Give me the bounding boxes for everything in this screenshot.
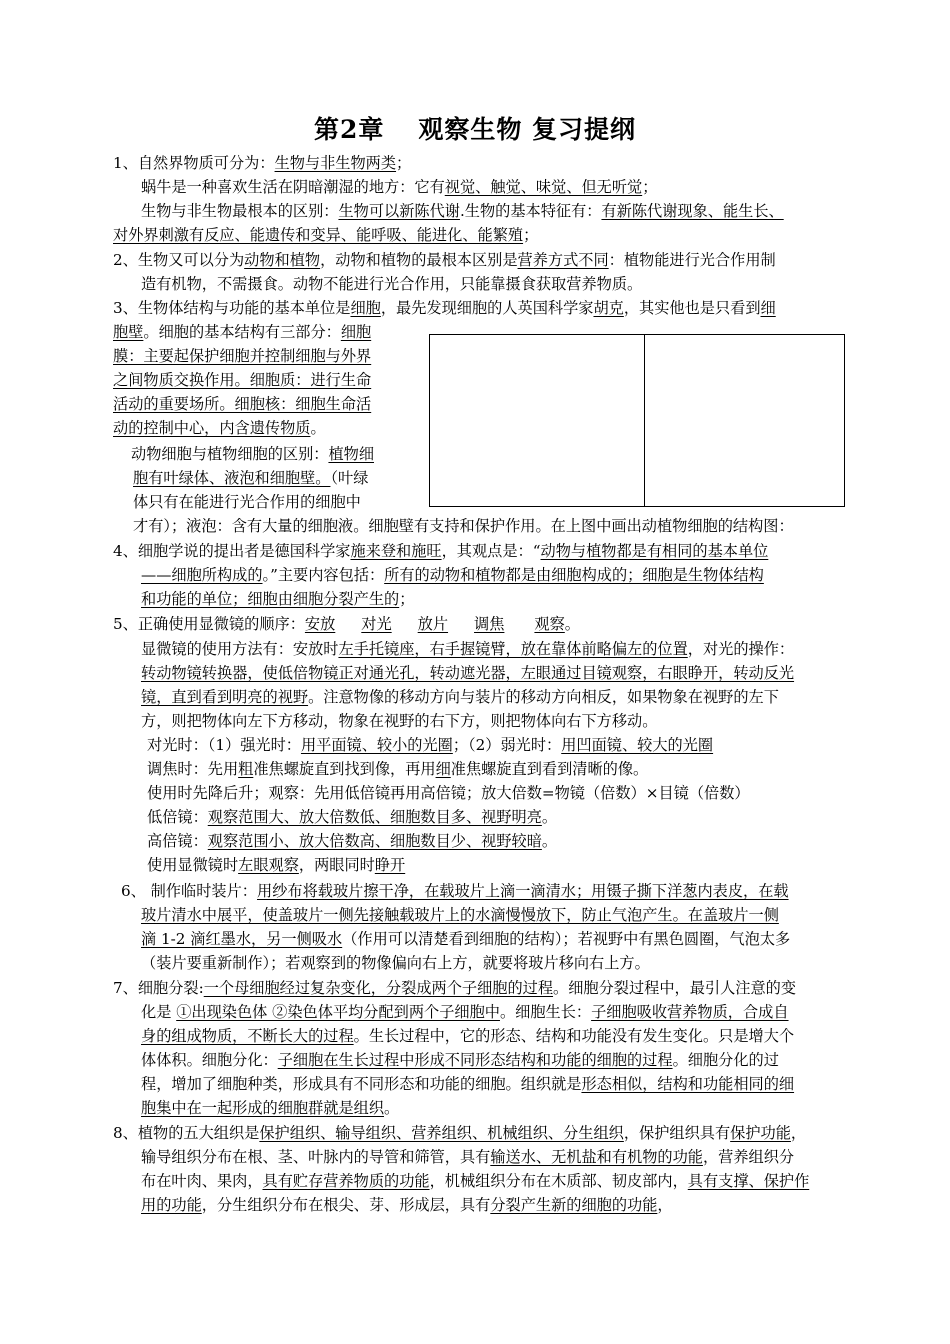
- s5-line-7: [147, 759, 648, 779]
- underlined-answer: 和功能的单位；细胞由细胞分裂产生的: [141, 590, 400, 608]
- underlined-answer: 生物可以新陈代谢: [338, 202, 460, 220]
- text-segment: 使用时先降后升；观察：先用低倍镜再用高倍镜；放大倍数=物镜（倍数）×目镜（倍数）: [147, 784, 750, 802]
- s8-line-1: [113, 1123, 806, 1143]
- underlined-answer: 保护组织、输导组织、营养组织、机械组织、分生组织: [259, 1124, 624, 1142]
- underlined-answer: 动物和植物: [244, 251, 321, 269]
- text-segment: ，其观点是：“: [441, 542, 541, 560]
- text-segment: （叶绿: [330, 469, 369, 487]
- text-segment: 4、细胞学说的提出者是德国科学家: [113, 542, 351, 560]
- underlined-answer: 营养方式不同: [517, 251, 609, 269]
- s5-line-10: 高倍镜：观察范围小、放大倍数高、细胞数目少、视野较暗。: [147, 832, 558, 850]
- text-segment: 体体积。细胞分化：: [141, 1051, 278, 1069]
- s6-line-2: [141, 905, 779, 925]
- s5-line-6: [147, 735, 713, 755]
- underlined-answer: 有新陈代谢现象、能生长、: [601, 202, 784, 220]
- s6-line-4: [141, 953, 650, 973]
- text-segment: ，: [790, 1124, 807, 1142]
- text-segment: 。细胞分化的过: [672, 1051, 779, 1069]
- underlined-answer: ①出现染色体 ②染色体平均分配到两个子细胞中: [176, 1003, 500, 1021]
- underlined-answer: 左手托镜座，右手握镜臂，放在靠体前略偏左的位置: [338, 640, 688, 658]
- s7-line-6: [141, 1098, 399, 1118]
- s3-line-1: [113, 298, 776, 318]
- underlined-answer: 细: [760, 299, 776, 317]
- text-segment: （作用可以清楚看到细胞的结构）；若视野中有黑色圆圈，气泡太多: [342, 930, 791, 948]
- underlined-answer: 细胞: [350, 299, 381, 317]
- s4-line-3: 和功能的单位；细胞由细胞分裂产生的；: [141, 590, 415, 608]
- text-segment: 低倍镜：: [147, 808, 208, 826]
- text-segment: ，动物和植物的最根本区别是: [320, 251, 518, 269]
- text-segment: 。注意物像的移动方向与装片的移动方向相反，如果物象在视野的左下: [308, 688, 779, 706]
- s5-line-4: [141, 687, 779, 707]
- text-segment: .生物的基本特征有：: [459, 202, 602, 220]
- underlined-answer: 生物与非生物两类: [274, 154, 397, 172]
- text-segment: ，对光的操作：: [687, 640, 795, 658]
- underlined-answer: 具有支撑、保护作: [687, 1172, 810, 1190]
- underlined-answer: 胞壁: [113, 323, 144, 341]
- s5-line-1: 5、正确使用显微镜的顺序：安放 对光 放片 调焦 观察。: [113, 615, 580, 633]
- underlined-answer: 身的组成物质，不断长大的过程: [141, 1027, 354, 1045]
- text-segment: 3、生物体结构与功能的基本单位是: [113, 299, 351, 317]
- s3-line-6: 动的控制中心，内含遗传物质。: [113, 419, 326, 437]
- s8-line-2: [141, 1147, 794, 1167]
- text-segment: 2、生物又可以分为: [113, 251, 245, 269]
- underlined-answer: 左眼观察: [238, 856, 299, 874]
- s8-line-3: [141, 1171, 809, 1191]
- underlined-answer: 输送水、无机盐和有机物的功能: [490, 1148, 703, 1166]
- underlined-answer: 安放: [304, 615, 336, 633]
- s5-line-2: [141, 639, 794, 659]
- s1-line-4: 对外界刺激有反应、能遗传和变异、能呼吸、能进化、能繁殖；: [113, 226, 539, 244]
- text-segment: 准焦螺旋直到找到像，再用: [253, 760, 436, 778]
- underlined-answer: 形态相似，结构和功能相同的细: [581, 1075, 795, 1093]
- underlined-answer: 胞有叶绿体、液泡和细胞壁。: [133, 469, 331, 487]
- s7-line-4: [141, 1050, 779, 1070]
- text-segment: ，机械组织分布在木质部、韧皮部内，: [429, 1172, 688, 1190]
- text-segment: 造有机物，不需摄食。动物不能进行光合作用，只能靠摄食获取营养物质。: [141, 275, 643, 293]
- underlined-answer: 膜：主要起保护细胞并控制细胞与外界: [113, 347, 372, 365]
- underlined-answer: 粗: [238, 760, 254, 778]
- text-segment: 。”主要内容包括：: [262, 566, 385, 584]
- underlined-answer: 观察: [534, 615, 565, 633]
- underlined-answer: 具有贮存营养物质的功能: [262, 1172, 430, 1190]
- text-segment: ，两眼同时: [298, 856, 375, 874]
- s7-line-3: [141, 1026, 794, 1046]
- underlined-answer: 玻片清水中展平，使盖玻片一侧先接触载玻片上的水滴慢慢放下，防止气泡产生。在盖玻片一侧: [141, 906, 779, 924]
- s2-line-2: [141, 274, 642, 294]
- underlined-answer: ——细胞所构成的: [141, 566, 263, 584]
- s3-line-7: [131, 444, 374, 464]
- underlined-answer: 分裂产生新的细胞的功能: [490, 1196, 658, 1214]
- underlined-answer: 胞集中在一起形成的细胞群就是组织: [141, 1099, 384, 1117]
- underlined-answer: 活动的重要场所。细胞核：细胞生命活: [113, 395, 372, 413]
- underlined-answer: 用的功能: [141, 1196, 202, 1214]
- cell-drawing-box: [429, 334, 845, 507]
- s3-line-9: [133, 492, 361, 512]
- underlined-answer: 植物细: [328, 445, 374, 463]
- text-segment: ，保护组织具有: [623, 1124, 731, 1142]
- text-segment: 。细胞的基本结构有三部分：: [143, 323, 341, 341]
- underlined-answer: 视觉、触觉、味觉、但无听觉: [444, 178, 643, 196]
- s3-line-3: [113, 346, 371, 366]
- text-segment: 。细胞生长：: [499, 1003, 592, 1021]
- s7-line-2: [141, 1002, 789, 1022]
- underlined-answer: 对外界刺激有反应、能遗传和变异、能呼吸、能进化、能繁殖: [113, 226, 524, 244]
- underlined-answer: 一个母细胞经过复杂变化，分裂成两个子细胞的过程: [203, 979, 554, 997]
- s3-line-5: [113, 394, 371, 414]
- page-title: [0, 110, 950, 146]
- text-segment: 对光时：（1）强光时：: [147, 736, 301, 754]
- text-segment: 程，增加了细胞种类，形成具有不同形态和功能的细胞。组织就是: [141, 1075, 582, 1093]
- underlined-answer: 动物与植物都是有相同的基本单位: [540, 542, 769, 560]
- s1-line-3: [141, 201, 784, 221]
- s6-line-3: [141, 929, 790, 949]
- text-segment: 化是: [141, 1003, 177, 1021]
- underlined-answer: 调焦: [474, 615, 505, 633]
- underlined-answer: 施来登和施旺: [350, 542, 442, 560]
- text-segment: 显微镜的使用方法有：安放时: [141, 640, 339, 658]
- s5-line-11: [147, 855, 405, 875]
- text-segment: 才有）；液泡：含有大量的细胞液。细胞壁有支持和保护作用。在上图中画出动植物细胞的结构图：: [133, 517, 794, 535]
- underlined-answer: 动的控制中心，内含遗传物质: [113, 419, 311, 437]
- text-segment: 准焦螺旋直到看到清晰的像。: [450, 760, 649, 778]
- text-segment: 1、自然界物质可分为：: [113, 154, 275, 172]
- text-segment: 方，则把物体向左下方移动，物象在视野的右下方，则把物体向右下方移动。: [141, 712, 658, 730]
- s5-line-9: 低倍镜：观察范围大、放大倍数低、细胞数目多、视野明亮。: [147, 808, 558, 826]
- text-segment: 。细胞分裂过程中，最引人注意的变: [553, 979, 797, 997]
- underlined-answer: 睁开: [374, 856, 406, 874]
- text-segment: ：植物能进行光合作用制: [608, 251, 776, 269]
- text-segment: ，: [657, 1196, 673, 1214]
- text-segment: 5、正确使用显微镜的顺序：: [113, 615, 305, 633]
- text-segment: 调焦时：先用: [147, 760, 239, 778]
- s7-line-1: [113, 978, 796, 998]
- text-segment: 6、 制作临时装片：: [121, 882, 257, 900]
- text-segment: 蜗牛是一种喜欢生活在阴暗潮湿的地方：它有: [141, 178, 445, 196]
- cell-drawing-divider: [644, 335, 645, 506]
- underlined-answer: 观察范围大、放大倍数低、细胞数目多、视野明亮: [207, 808, 542, 826]
- text-segment: ，其实他也是只看到: [623, 299, 761, 317]
- text-segment: 使用显微镜时: [147, 856, 239, 874]
- s4-line-1: [113, 541, 768, 561]
- s4-line-2: [141, 565, 764, 585]
- text-segment: ，营养组织分: [702, 1148, 795, 1166]
- underlined-answer: 所有的动物和植物都是由细胞构成的；细胞是生物体结构: [384, 566, 764, 584]
- underlined-answer: 用纱布将载玻片擦干净，在载玻片上滴一滴清水；用镊子撕下洋葱内表皮，在载: [257, 882, 789, 900]
- text-segment: 布在叶肉、果肉，: [141, 1172, 263, 1190]
- text-segment: 。生长过程中，它的形态、结构和功能没有发生变化。只是增大个: [353, 1027, 795, 1045]
- underlined-answer: 之间物质交换作用。细胞质：进行生命: [113, 371, 372, 389]
- text-segment: （装片要重新制作）；若观察到的物像偏向右上方，就要将玻片移向右上方。: [141, 954, 650, 972]
- underlined-answer: 细胞: [340, 323, 372, 341]
- text-segment: 输导组织分布在根、茎、叶脉内的导管和筛管，具有: [141, 1148, 491, 1166]
- text-segment: 生物与非生物最根本的区别：: [141, 202, 339, 220]
- underlined-answer: 转动物镜转换器，使低倍物镜正对通光孔，转动遮光器，左眼通过目镜观察，右眼睁开，转动反光: [141, 664, 795, 682]
- underlined-answer: 滴 1-2 滴红墨水，另一侧吸水: [141, 930, 343, 948]
- s3-line-2: [113, 322, 371, 342]
- underlined-answer: 对光: [361, 615, 392, 633]
- text-segment: 7、细胞分裂:: [113, 979, 204, 997]
- text-segment: ，最先发现细胞的人英国科学家: [380, 299, 594, 317]
- s5-line-5: [141, 711, 657, 731]
- chapter-number: 第2章: [313, 115, 385, 144]
- text-segment: 动物细胞与植物细胞的区别：: [131, 445, 329, 463]
- underlined-answer: 子细胞吸收营养物质，合成自: [591, 1003, 789, 1021]
- underlined-answer: 胡克: [593, 299, 624, 317]
- s5-line-8: [147, 783, 750, 803]
- s5-line-3: [141, 663, 794, 683]
- text-segment: ；（2）弱光时：: [452, 736, 562, 754]
- s1-line-2: 蜗牛是一种喜欢生活在阴暗潮湿的地方：它有视觉、触觉、味觉、但无听觉；: [141, 178, 658, 196]
- text-segment: 高倍镜：: [147, 832, 208, 850]
- chapter-name: 观察生物 复习提纲: [418, 115, 637, 144]
- underlined-answer: 子细胞在生长过程中形成不同形态结构和功能的细胞的过程: [277, 1051, 673, 1069]
- text-segment: 8、植物的五大组织是: [113, 1124, 260, 1142]
- s3-line-4: [113, 370, 371, 390]
- s7-line-5: [141, 1074, 794, 1094]
- s6-line-1: [121, 881, 789, 901]
- underlined-answer: 观察范围小、放大倍数高、细胞数目少、视野较暗: [207, 832, 542, 850]
- underlined-answer: 放片: [417, 615, 449, 633]
- text-segment: 体只有在能进行光合作用的细胞中: [133, 493, 361, 511]
- underlined-answer: 保护功能: [730, 1124, 791, 1142]
- text-segment: 。: [384, 1099, 400, 1117]
- underlined-answer: 细: [435, 760, 451, 778]
- s3-line-10: [133, 516, 794, 536]
- s3-line-8: [133, 468, 368, 488]
- s2-line-1: [113, 250, 776, 270]
- s8-line-4: [141, 1195, 673, 1215]
- s1-line-1: 1、自然界物质可分为：生物与非生物两类；: [113, 154, 412, 172]
- underlined-answer: 用凹面镜、较大的光圈: [561, 736, 714, 754]
- underlined-answer: 用平面镜、较小的光圈: [300, 736, 453, 754]
- text-segment: ，分生组织分布在根尖、芽、形成层，具有: [201, 1196, 491, 1214]
- underlined-answer: 镜，直到看到明亮的视野: [141, 688, 309, 706]
